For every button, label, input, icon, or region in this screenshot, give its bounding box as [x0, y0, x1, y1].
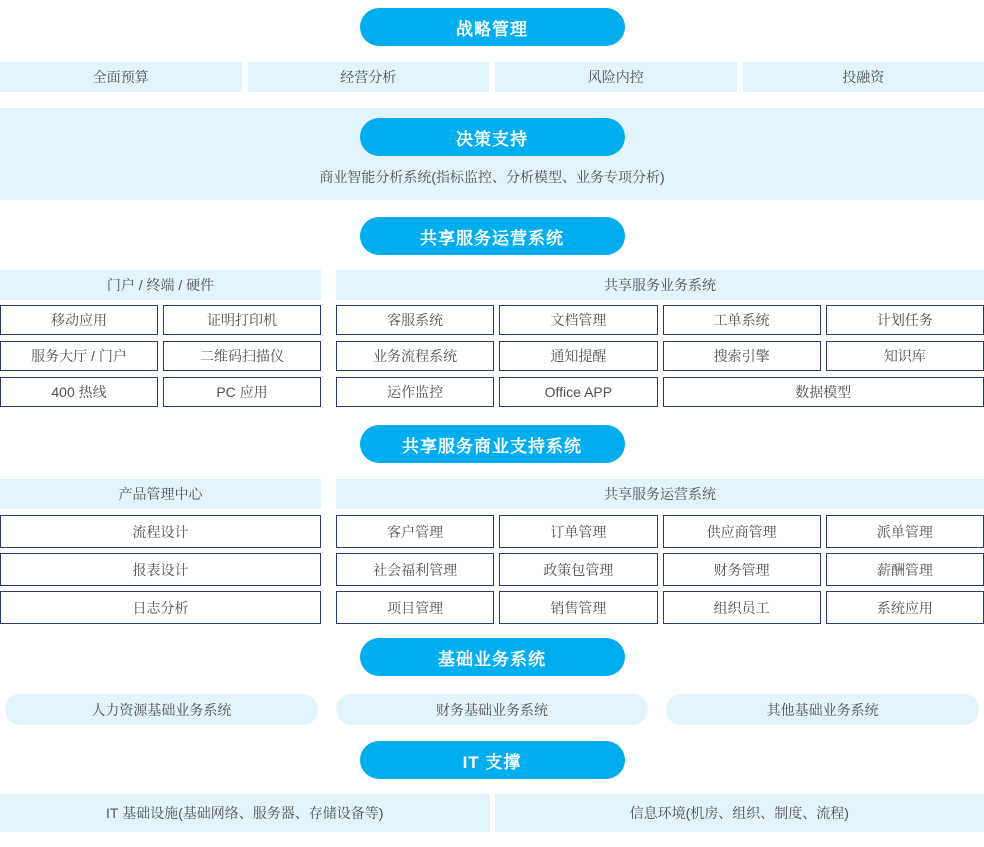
- strategy-item-investment: 投融资: [743, 62, 984, 92]
- grid-cell-salary-management: 薪酬管理: [826, 553, 984, 586]
- strategy-item-risk: 风险内控: [495, 62, 737, 92]
- pill-decision-support: 决策支持: [360, 118, 625, 156]
- grid-cell-data-model: 数据模型: [663, 377, 984, 407]
- grid-cell-project-management: 项目管理: [336, 591, 494, 624]
- portal-terminal-hardware-grid: [0, 305, 321, 407]
- grid-cell-report-design: 报表设计: [0, 553, 321, 586]
- shared-service-business-grid: [336, 305, 984, 407]
- grid-cell-finance-management: 财务管理: [663, 553, 821, 586]
- shared-ops-section: [0, 270, 984, 407]
- grid-cell-org-staff: 组织员工: [663, 591, 821, 624]
- grid-cell-customer-service: 客服系统: [336, 305, 494, 335]
- grid-cell-order-management: 订单管理: [499, 515, 657, 548]
- product-management-rows: [0, 515, 321, 624]
- strategy-items-row: [0, 62, 984, 92]
- grid-cell-social-welfare: 社会福利管理: [336, 553, 494, 586]
- grid-cell-system-application: 系统应用: [826, 591, 984, 624]
- product-management-header: 产品管理中心: [0, 479, 321, 509]
- shared-service-business-column: [336, 270, 984, 407]
- decision-support-band: [0, 108, 984, 200]
- grid-cell-pc-app: PC 应用: [163, 377, 321, 407]
- grid-cell-400-hotline: 400 热线: [0, 377, 158, 407]
- grid-cell-mobile-app: 移动应用: [0, 305, 158, 335]
- product-management-column: [0, 479, 321, 624]
- grid-cell-supplier-management: 供应商管理: [663, 515, 821, 548]
- grid-cell-scheduled-tasks: 计划任务: [826, 305, 984, 335]
- grid-cell-customer-management: 客户管理: [336, 515, 494, 548]
- grid-cell-process-design: 流程设计: [0, 515, 321, 548]
- grid-cell-qr-scanner: 二维码扫描仪: [163, 341, 321, 371]
- grid-cell-search-engine: 搜索引擎: [663, 341, 821, 371]
- grid-cell-log-analysis: 日志分析: [0, 591, 321, 624]
- strategy-item-analysis: 经营分析: [248, 62, 490, 92]
- grid-cell-document-management: 文档管理: [499, 305, 657, 335]
- pill-shared-service-operation: 共享服务运营系统: [360, 217, 625, 255]
- shared-service-operation-column: [336, 479, 984, 624]
- grid-cell-service-hall-portal: 服务大厅 / 门户: [0, 341, 158, 371]
- information-environment-box: 信息环境(机房、组织、制度、流程): [495, 794, 984, 832]
- grid-cell-knowledge-base: 知识库: [826, 341, 984, 371]
- grid-cell-policy-package: 政策包管理: [499, 553, 657, 586]
- pill-it-support: IT 支撑: [360, 741, 625, 779]
- it-support-row: [0, 794, 984, 832]
- shared-service-operation-header: 共享服务运营系统: [336, 479, 984, 509]
- shared-service-operation-grid: [336, 515, 984, 624]
- base-system-hr: 人力资源基础业务系统: [5, 694, 318, 725]
- grid-cell-dispatch-management: 派单管理: [826, 515, 984, 548]
- business-support-section: [0, 479, 984, 624]
- grid-cell-certificate-printer: 证明打印机: [163, 305, 321, 335]
- decision-support-description: 商业智能分析系统(指标监控、分析模型、业务专项分析): [0, 167, 984, 187]
- architecture-diagram: [0, 8, 984, 847]
- pill-business-support: 共享服务商业支持系统: [360, 425, 625, 463]
- pill-strategy-management: 战略管理: [360, 8, 625, 46]
- grid-cell-work-order: 工单系统: [663, 305, 821, 335]
- base-systems-row: [0, 694, 984, 725]
- pill-base-business-systems: 基础业务系统: [360, 638, 625, 676]
- grid-cell-business-process: 业务流程系统: [336, 341, 494, 371]
- grid-cell-notification: 通知提醒: [499, 341, 657, 371]
- base-system-other: 其他基础业务系统: [666, 694, 979, 725]
- portal-terminal-hardware-column: [0, 270, 321, 407]
- portal-terminal-hardware-header: 门户 / 终端 / 硬件: [0, 270, 321, 300]
- grid-cell-operation-monitoring: 运作监控: [336, 377, 494, 407]
- grid-cell-sales-management: 销售管理: [499, 591, 657, 624]
- shared-service-business-header: 共享服务业务系统: [336, 270, 984, 300]
- base-system-finance: 财务基础业务系统: [336, 694, 649, 725]
- grid-cell-office-app: Office APP: [499, 377, 657, 407]
- strategy-item-budget: 全面预算: [0, 62, 242, 92]
- it-infrastructure-box: IT 基础设施(基础网络、服务器、存储设备等): [0, 794, 490, 832]
